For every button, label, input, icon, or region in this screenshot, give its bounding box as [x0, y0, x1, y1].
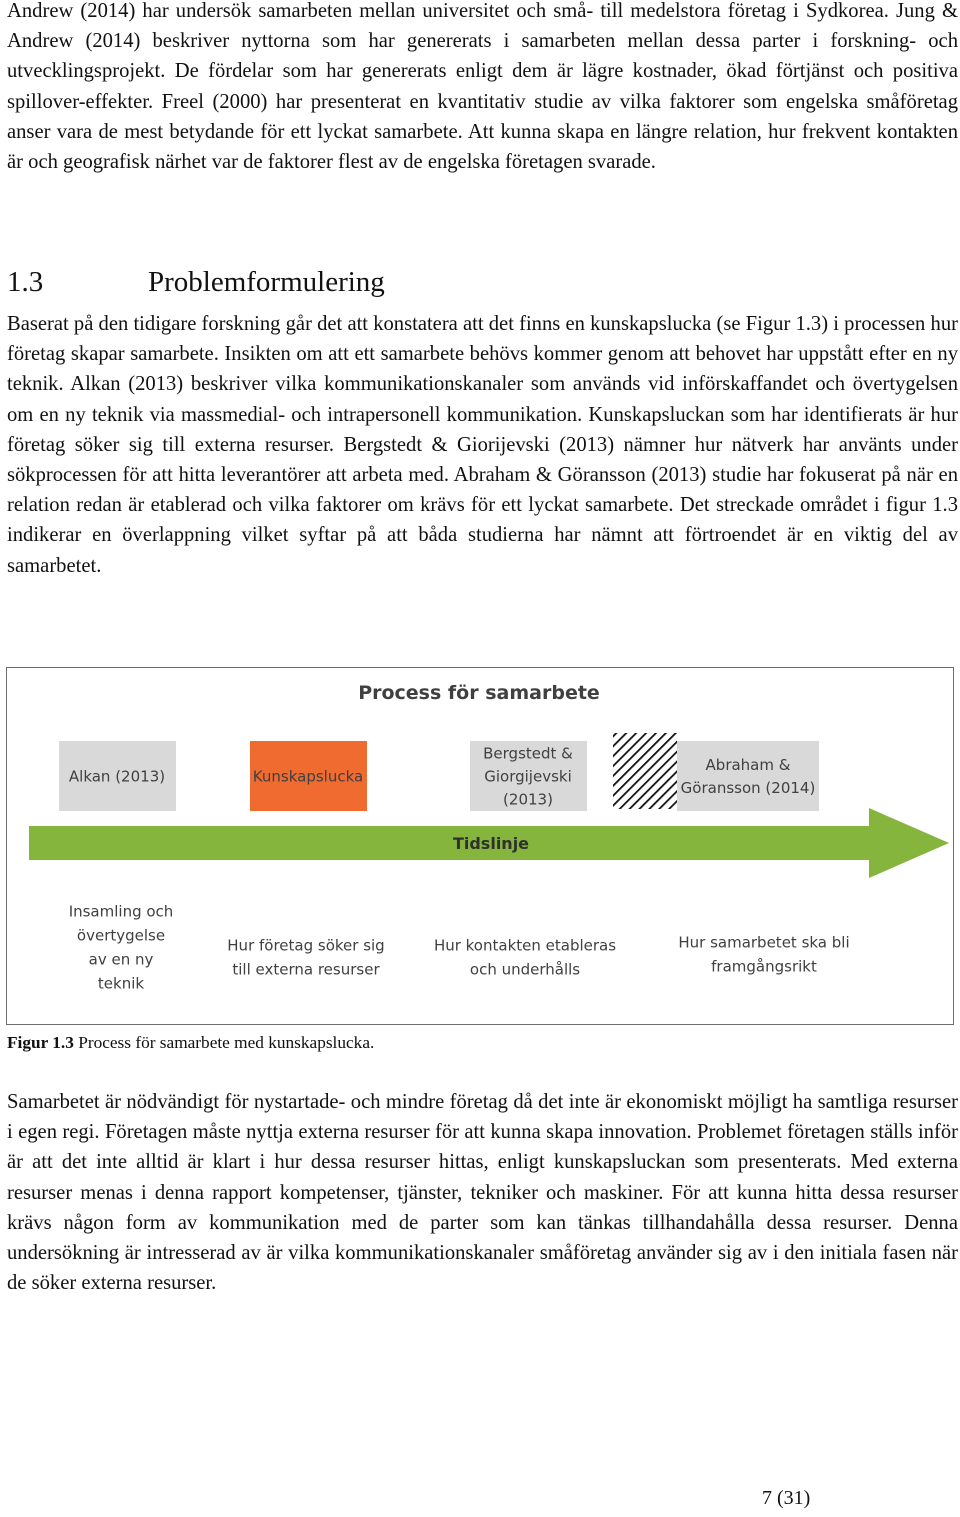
caption-text: Process för samarbete med kunskapslucka. — [73, 1033, 375, 1052]
figure-text-line: Göransson (2014) — [680, 778, 816, 797]
figure-text-line: teknik — [97, 974, 145, 993]
figure-text-line: Bergstedt & — [483, 744, 573, 763]
figure-text-line: till externa resurser — [232, 960, 380, 979]
figure-title: Process för samarbete — [358, 682, 600, 704]
paragraph-previous-research: Andrew (2014) har undersök samarbeten mellan universitet och små- till medelstora företag i Sydkorea. Jung & Andrew (2014) beskriver nyttorna som har genererats i samarbeten mellan dessa parter i forskning- och utvecklingsprojekt. De fördelar som har genererats enligt dem är lägre kostnader, ökad förtjänst och positiva spillover-effekter. Freel (2000) har presenterat en kvantitativ studie av vilka faktorer som engelska småföretag anser vara de mest betydande för ett lyckat samarbete. Att kunna skapa en längre relation, hur frekvent kontakten är och geografisk närhet var de faktorer flest av de engelska företagen svarade. — [7, 0, 958, 174]
stage-success — [678, 933, 849, 975]
page-number: 7 (31) — [762, 1487, 811, 1509]
figure-text-line: och underhålls — [469, 960, 581, 979]
box-alkan-label — [69, 767, 165, 785]
paragraph-problem-statement: Baserat på den tidigare forskning går det att konstatera att det finns en kunskapslucka (se Figur 1.3) i processen hur företag skapar samarbete. Insikten om att ett samarbete behövs kommer genom att behovet har uppstått efter en ny teknik. Alkan (2013) beskriver vilka kommunikationskanaler som används vid införskaffandet och övertygelsen om en ny teknik via massmedial- och intrapersonell kommunikation. Kunskapsluckan som har identifierats är hur företag söker sig till externa resurser. Bergstedt & Giorijevski (2013) nämner hur nätverk har använts under sökprocessen för att hitta leverantörer att arbeta med. Abraham & Göransson (2013) studie har fokuserat på när en relation redan är etablerad och vilka faktorer om krävs för ett lyckat samarbete. Det streckade området i figur 1.3 indikerar en överlappning vilket syftar på att båda studierna har nämnt att förtroendet är en viktig del av samarbetet. — [7, 313, 958, 577]
figure-text-line: Hur kontakten etableras — [433, 936, 617, 955]
figure-text-line: av en ny — [88, 950, 154, 969]
figure-text-line: Hur samarbetet ska bli — [678, 933, 850, 952]
section-title: Problemformulering — [148, 266, 385, 298]
stage-contact — [434, 936, 616, 978]
figure-text-line: Kunskapslucka — [252, 767, 364, 786]
section-number: 1.3 — [7, 266, 44, 298]
caption-label: Figur 1.3 — [7, 1033, 74, 1052]
figure-text-line: övertygelse — [76, 926, 166, 945]
process-figure — [6, 667, 954, 1025]
figure-text-line: Hur företag söker sig — [227, 936, 385, 955]
figure-caption — [7, 1032, 374, 1054]
figure-text-line: Abraham & — [705, 755, 791, 774]
figure-text-line: Giorgijevski — [484, 767, 572, 786]
stage-search — [227, 936, 384, 978]
figure-text-line: framgångsrikt — [711, 957, 817, 976]
stage-collection — [69, 902, 174, 992]
figure-text-line: Alkan (2013) — [68, 767, 166, 786]
box-overlap-hatched — [613, 733, 677, 809]
figure-text-line: Insamling och — [68, 902, 174, 921]
section-heading — [7, 264, 385, 300]
box-kunskapslucka-label — [253, 767, 363, 785]
box-abraham — [677, 741, 819, 811]
figure-text-line: (2013) — [503, 790, 553, 809]
paragraph-external-resources: Samarbetet är nödvändigt för nystartade- och mindre företag då det inte är ekonomiskt möjligt ha samtliga resurser i egen regi. Företagen måste nyttja externa resurser för att kunna skapa innovation. Problemet företagen ställs inför är att det inte alltid är klart i hur dessa resurser hittas, enligt kunskapsluckan som presenterats. Med externa resurser menas i denna rapport kompetenser, tjänster, tekniker och maskiner. För att kunna hitta dessa resurser krävs någon form av kommunikation med de parter som kan tänkas tillhandahålla dessa resurser. Denna undersökning är intresserad av är vilka kommunikationskanaler småföretag använder sig av i den initiala fasen när de söker externa resurser. — [7, 1091, 958, 1295]
timeline-label: Tidslinje — [452, 834, 530, 853]
